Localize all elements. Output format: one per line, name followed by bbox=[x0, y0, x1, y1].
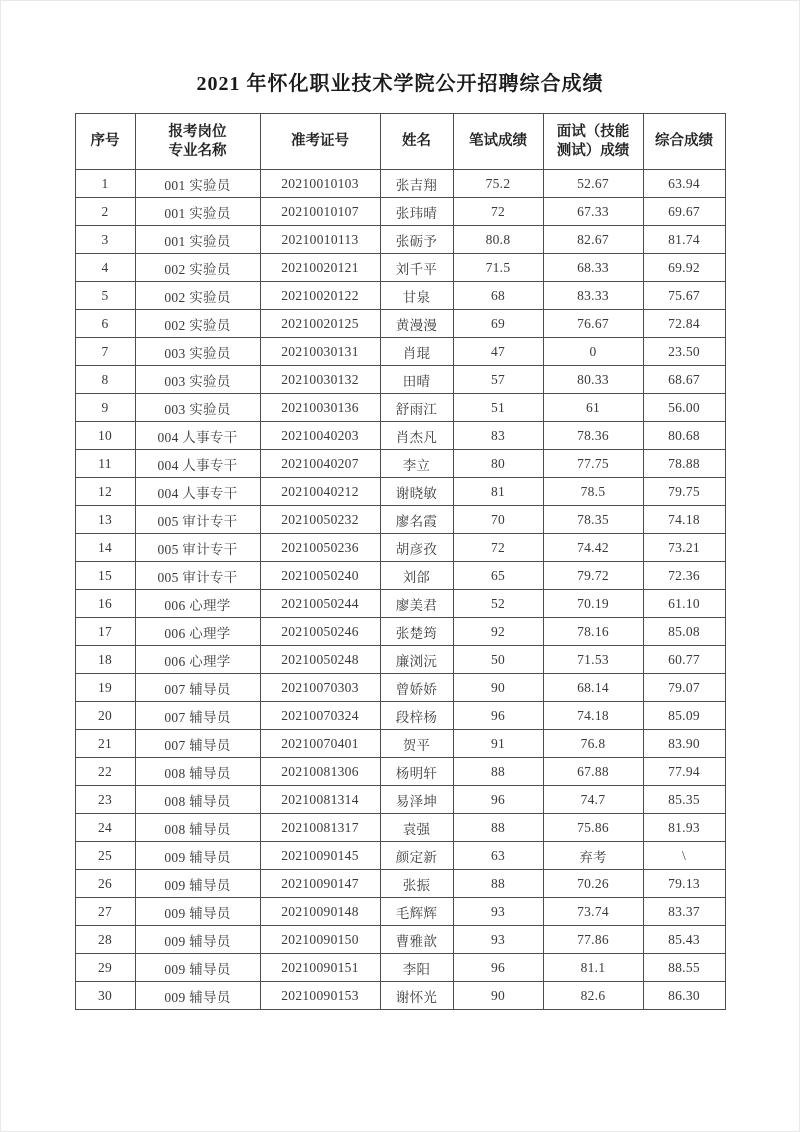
table-cell: 78.35 bbox=[543, 506, 643, 534]
table-cell: 20210040212 bbox=[260, 478, 380, 506]
page-title: 2021 年怀化职业技术学院公开招聘综合成绩 bbox=[196, 73, 604, 95]
table-cell: 20210050246 bbox=[260, 618, 380, 646]
table-cell: 张振 bbox=[380, 870, 453, 898]
table-row bbox=[75, 982, 725, 1010]
table-row bbox=[75, 506, 725, 534]
table-cell: 0 bbox=[543, 338, 643, 366]
table-cell: 曹雅歆 bbox=[380, 926, 453, 954]
table-cell: 颜定新 bbox=[380, 842, 453, 870]
table-cell: 81.93 bbox=[643, 814, 725, 842]
table-cell: 20210090153 bbox=[260, 982, 380, 1010]
table-cell: 76.8 bbox=[543, 730, 643, 758]
table-cell: 廖美君 bbox=[380, 590, 453, 618]
table-cell: 81.74 bbox=[643, 226, 725, 254]
table-cell: 甘泉 bbox=[380, 282, 453, 310]
table-cell: 68 bbox=[453, 282, 543, 310]
table-row bbox=[75, 366, 725, 394]
table-cell: 71.5 bbox=[453, 254, 543, 282]
table-cell: 72.84 bbox=[643, 310, 725, 338]
table-cell: 52 bbox=[453, 590, 543, 618]
table-cell: 80.33 bbox=[543, 366, 643, 394]
table-cell: 20210081314 bbox=[260, 786, 380, 814]
table-cell: 004 人事专干 bbox=[135, 478, 260, 506]
table-cell: 72 bbox=[453, 198, 543, 226]
table-cell: 20210030132 bbox=[260, 366, 380, 394]
table-cell: 20210081306 bbox=[260, 758, 380, 786]
table-cell: 68.67 bbox=[643, 366, 725, 394]
table-cell: 26 bbox=[75, 870, 135, 898]
table-row bbox=[75, 618, 725, 646]
table-cell: 17 bbox=[75, 618, 135, 646]
table-row bbox=[75, 534, 725, 562]
table-cell: 004 人事专干 bbox=[135, 422, 260, 450]
table-cell: 6 bbox=[75, 310, 135, 338]
table-cell: 廉浏沅 bbox=[380, 646, 453, 674]
table-cell: 57 bbox=[453, 366, 543, 394]
table-cell: 85.09 bbox=[643, 702, 725, 730]
table-cell: 20210050248 bbox=[260, 646, 380, 674]
table-cell: 肖杰凡 bbox=[380, 422, 453, 450]
table-cell: 51 bbox=[453, 394, 543, 422]
table-cell: 83.90 bbox=[643, 730, 725, 758]
table-cell: 20210050240 bbox=[260, 562, 380, 590]
table-cell: 李立 bbox=[380, 450, 453, 478]
table-row bbox=[75, 198, 725, 226]
table-cell: 008 辅导员 bbox=[135, 786, 260, 814]
column-header-line: 笔试成绩 bbox=[469, 133, 527, 150]
table-cell: 009 辅导员 bbox=[135, 842, 260, 870]
table-cell: 83.33 bbox=[543, 282, 643, 310]
table-cell: 007 辅导员 bbox=[135, 702, 260, 730]
table-cell: 75.67 bbox=[643, 282, 725, 310]
table-cell: 90 bbox=[453, 674, 543, 702]
table-row bbox=[75, 674, 725, 702]
table-cell: 74.18 bbox=[543, 702, 643, 730]
table-row bbox=[75, 730, 725, 758]
table-cell: 79.07 bbox=[643, 674, 725, 702]
table-cell: 81 bbox=[453, 478, 543, 506]
table-cell: 黄漫漫 bbox=[380, 310, 453, 338]
table-cell: 毛辉辉 bbox=[380, 898, 453, 926]
table-cell: 73.74 bbox=[543, 898, 643, 926]
table-cell: 82.6 bbox=[543, 982, 643, 1010]
table-cell: 008 辅导员 bbox=[135, 758, 260, 786]
table-cell: 20210090147 bbox=[260, 870, 380, 898]
table-cell: 20210040203 bbox=[260, 422, 380, 450]
table-cell: 23.50 bbox=[643, 338, 725, 366]
table-row bbox=[75, 926, 725, 954]
table-cell: 20210090150 bbox=[260, 926, 380, 954]
table-cell: 7 bbox=[75, 338, 135, 366]
table-cell: 10 bbox=[75, 422, 135, 450]
table-cell: 袁强 bbox=[380, 814, 453, 842]
table-row bbox=[75, 282, 725, 310]
table-cell: 18 bbox=[75, 646, 135, 674]
table-cell: 003 实验员 bbox=[135, 366, 260, 394]
table-cell: 009 辅导员 bbox=[135, 954, 260, 982]
table-cell: 009 辅导员 bbox=[135, 898, 260, 926]
table-cell: 003 实验员 bbox=[135, 394, 260, 422]
table-cell: 002 实验员 bbox=[135, 310, 260, 338]
table-row bbox=[75, 338, 725, 366]
table-cell: 28 bbox=[75, 926, 135, 954]
table-cell: 009 辅导员 bbox=[135, 982, 260, 1010]
table-cell: 88.55 bbox=[643, 954, 725, 982]
column-header bbox=[453, 114, 543, 170]
table-row bbox=[75, 590, 725, 618]
table-header bbox=[75, 114, 725, 170]
table-cell: 20210050236 bbox=[260, 534, 380, 562]
table-cell: 20210090148 bbox=[260, 898, 380, 926]
table-cell: 78.88 bbox=[643, 450, 725, 478]
table-cell: 田晴 bbox=[380, 366, 453, 394]
table-cell: 79.13 bbox=[643, 870, 725, 898]
table-row bbox=[75, 422, 725, 450]
table-cell: 47 bbox=[453, 338, 543, 366]
table-cell: 9 bbox=[75, 394, 135, 422]
table-cell: 张玮晴 bbox=[380, 198, 453, 226]
table-cell: 23 bbox=[75, 786, 135, 814]
table-row bbox=[75, 814, 725, 842]
table-cell: 24 bbox=[75, 814, 135, 842]
scores-table bbox=[75, 113, 726, 1010]
table-row bbox=[75, 394, 725, 422]
table-cell: 77.94 bbox=[643, 758, 725, 786]
table-cell: 20210070401 bbox=[260, 730, 380, 758]
table-cell: 69 bbox=[453, 310, 543, 338]
table-cell: 胡彦孜 bbox=[380, 534, 453, 562]
table-cell: 张吉翔 bbox=[380, 170, 453, 198]
table-cell: 008 辅导员 bbox=[135, 814, 260, 842]
table-cell: 88 bbox=[453, 870, 543, 898]
table-cell: 82.67 bbox=[543, 226, 643, 254]
table-cell: 14 bbox=[75, 534, 135, 562]
table-row bbox=[75, 310, 725, 338]
table-cell: 74.18 bbox=[643, 506, 725, 534]
table-cell: 002 实验员 bbox=[135, 254, 260, 282]
table-cell: 20210020125 bbox=[260, 310, 380, 338]
table-cell: 73.21 bbox=[643, 534, 725, 562]
table-cell: 65 bbox=[453, 562, 543, 590]
table-cell: 63 bbox=[453, 842, 543, 870]
table-row bbox=[75, 478, 725, 506]
table-cell: 13 bbox=[75, 506, 135, 534]
table-cell: 贺平 bbox=[380, 730, 453, 758]
table-row bbox=[75, 870, 725, 898]
table-cell: 77.75 bbox=[543, 450, 643, 478]
column-header-line: 测试）成绩 bbox=[556, 142, 630, 159]
table-cell: 006 心理学 bbox=[135, 646, 260, 674]
table-cell: 5 bbox=[75, 282, 135, 310]
table-cell: 20210090151 bbox=[260, 954, 380, 982]
table-cell: 11 bbox=[75, 450, 135, 478]
table-row bbox=[75, 898, 725, 926]
table-cell: 20210020122 bbox=[260, 282, 380, 310]
table-cell: 004 人事专干 bbox=[135, 450, 260, 478]
table-cell: 83.37 bbox=[643, 898, 725, 926]
table-row bbox=[75, 562, 725, 590]
table-cell: 78.5 bbox=[543, 478, 643, 506]
table-cell: 21 bbox=[75, 730, 135, 758]
table-cell: 75.2 bbox=[453, 170, 543, 198]
table-row bbox=[75, 786, 725, 814]
table-cell: 69.67 bbox=[643, 198, 725, 226]
table-cell: 20210040207 bbox=[260, 450, 380, 478]
table-cell: 30 bbox=[75, 982, 135, 1010]
table-cell: 009 辅导员 bbox=[135, 870, 260, 898]
table-cell: 20210081317 bbox=[260, 814, 380, 842]
column-header-line: 序号 bbox=[90, 133, 120, 150]
table-cell: 81.1 bbox=[543, 954, 643, 982]
table-cell: 85.35 bbox=[643, 786, 725, 814]
table-cell: 88 bbox=[453, 814, 543, 842]
table-cell: 67.33 bbox=[543, 198, 643, 226]
table-cell: 79.72 bbox=[543, 562, 643, 590]
table-cell: 009 辅导员 bbox=[135, 926, 260, 954]
table-cell: 92 bbox=[453, 618, 543, 646]
column-header bbox=[135, 114, 260, 170]
table-cell: 舒雨江 bbox=[380, 394, 453, 422]
table-cell: 20210030131 bbox=[260, 338, 380, 366]
table-cell: 19 bbox=[75, 674, 135, 702]
table-cell: 刘千平 bbox=[380, 254, 453, 282]
table-cell: 005 审计专干 bbox=[135, 562, 260, 590]
table-cell: 68.14 bbox=[543, 674, 643, 702]
table-cell: 60.77 bbox=[643, 646, 725, 674]
table-cell: 83 bbox=[453, 422, 543, 450]
table-cell: 李阳 bbox=[380, 954, 453, 982]
column-header bbox=[260, 114, 380, 170]
table-cell: 001 实验员 bbox=[135, 170, 260, 198]
column-header-line: 姓名 bbox=[402, 133, 431, 150]
table-cell: 20 bbox=[75, 702, 135, 730]
table-cell: 75.86 bbox=[543, 814, 643, 842]
table-cell: 27 bbox=[75, 898, 135, 926]
table-cell: 20210020121 bbox=[260, 254, 380, 282]
table-header-row bbox=[75, 114, 725, 170]
table-cell: 20210010113 bbox=[260, 226, 380, 254]
table-cell: 005 审计专干 bbox=[135, 534, 260, 562]
table-row bbox=[75, 226, 725, 254]
table-cell: 20210050244 bbox=[260, 590, 380, 618]
table-row bbox=[75, 646, 725, 674]
table-cell: 弃考 bbox=[543, 842, 643, 870]
table-cell: 63.94 bbox=[643, 170, 725, 198]
table-cell: 78.16 bbox=[543, 618, 643, 646]
table-cell: 22 bbox=[75, 758, 135, 786]
table-cell: 56.00 bbox=[643, 394, 725, 422]
column-header bbox=[75, 114, 135, 170]
table-cell: 90 bbox=[453, 982, 543, 1010]
table-cell: 69.92 bbox=[643, 254, 725, 282]
table-cell: 80.8 bbox=[453, 226, 543, 254]
table-cell: 25 bbox=[75, 842, 135, 870]
table-cell: 20210050232 bbox=[260, 506, 380, 534]
table-cell: 张砺予 bbox=[380, 226, 453, 254]
table-cell: 006 心理学 bbox=[135, 618, 260, 646]
table-cell: 68.33 bbox=[543, 254, 643, 282]
column-header-line: 报考岗位 bbox=[168, 124, 227, 141]
table-cell: 74.7 bbox=[543, 786, 643, 814]
table-cell: 79.75 bbox=[643, 478, 725, 506]
table-row bbox=[75, 170, 725, 198]
table-cell: 50 bbox=[453, 646, 543, 674]
table-cell: 72.36 bbox=[643, 562, 725, 590]
column-header bbox=[643, 114, 725, 170]
table-cell: 易泽坤 bbox=[380, 786, 453, 814]
table-cell: 61.10 bbox=[643, 590, 725, 618]
table-cell: 8 bbox=[75, 366, 135, 394]
table-cell: 96 bbox=[453, 702, 543, 730]
table-cell: 80 bbox=[453, 450, 543, 478]
table-cell: 003 实验员 bbox=[135, 338, 260, 366]
table-cell: 93 bbox=[453, 926, 543, 954]
table-cell: 61 bbox=[543, 394, 643, 422]
table-cell: 廖名霞 bbox=[380, 506, 453, 534]
table-cell: 12 bbox=[75, 478, 135, 506]
table-row bbox=[75, 842, 725, 870]
table-cell: 93 bbox=[453, 898, 543, 926]
table-cell: 77.86 bbox=[543, 926, 643, 954]
table-row bbox=[75, 702, 725, 730]
table-cell: 20210010103 bbox=[260, 170, 380, 198]
table-cell: 肖琨 bbox=[380, 338, 453, 366]
table-cell: 74.42 bbox=[543, 534, 643, 562]
column-header bbox=[543, 114, 643, 170]
table-cell: 15 bbox=[75, 562, 135, 590]
table-cell: 谢晓敏 bbox=[380, 478, 453, 506]
table-cell: 72 bbox=[453, 534, 543, 562]
table-cell: 1 bbox=[75, 170, 135, 198]
table-cell: 71.53 bbox=[543, 646, 643, 674]
table-cell: 96 bbox=[453, 954, 543, 982]
table-cell: 76.67 bbox=[543, 310, 643, 338]
table-cell: 007 辅导员 bbox=[135, 730, 260, 758]
table-cell: \ bbox=[643, 842, 725, 870]
table-cell: 20210070324 bbox=[260, 702, 380, 730]
column-header-line: 面试（技能 bbox=[556, 124, 630, 141]
column-header-line: 专业名称 bbox=[168, 142, 227, 159]
table-cell: 16 bbox=[75, 590, 135, 618]
table-cell: 88 bbox=[453, 758, 543, 786]
table-cell: 001 实验员 bbox=[135, 198, 260, 226]
table-cell: 70.26 bbox=[543, 870, 643, 898]
table-cell: 20210070303 bbox=[260, 674, 380, 702]
table-cell: 85.43 bbox=[643, 926, 725, 954]
table-cell: 002 实验员 bbox=[135, 282, 260, 310]
table-cell: 007 辅导员 bbox=[135, 674, 260, 702]
table-cell: 张楚筠 bbox=[380, 618, 453, 646]
column-header-line: 准考证号 bbox=[291, 133, 349, 150]
table-cell: 005 审计专干 bbox=[135, 506, 260, 534]
table-body bbox=[75, 170, 725, 1010]
table-cell: 86.30 bbox=[643, 982, 725, 1010]
table-cell: 20210030136 bbox=[260, 394, 380, 422]
table-cell: 67.88 bbox=[543, 758, 643, 786]
table-cell: 52.67 bbox=[543, 170, 643, 198]
table-cell: 70 bbox=[453, 506, 543, 534]
table-cell: 006 心理学 bbox=[135, 590, 260, 618]
column-header bbox=[380, 114, 453, 170]
table-cell: 96 bbox=[453, 786, 543, 814]
table-cell: 3 bbox=[75, 226, 135, 254]
table-cell: 刘郃 bbox=[380, 562, 453, 590]
table-row bbox=[75, 954, 725, 982]
table-cell: 80.68 bbox=[643, 422, 725, 450]
table-cell: 谢怀光 bbox=[380, 982, 453, 1010]
table-cell: 78.36 bbox=[543, 422, 643, 450]
table-row bbox=[75, 758, 725, 786]
table-cell: 85.08 bbox=[643, 618, 725, 646]
table-cell: 段梓杨 bbox=[380, 702, 453, 730]
table-row bbox=[75, 450, 725, 478]
table-row bbox=[75, 254, 725, 282]
table-cell: 29 bbox=[75, 954, 135, 982]
column-header-line: 综合成绩 bbox=[655, 133, 713, 150]
table-cell: 杨明轩 bbox=[380, 758, 453, 786]
table-cell: 20210010107 bbox=[260, 198, 380, 226]
table-cell: 4 bbox=[75, 254, 135, 282]
table-cell: 70.19 bbox=[543, 590, 643, 618]
table-cell: 曾娇娇 bbox=[380, 674, 453, 702]
table-cell: 001 实验员 bbox=[135, 226, 260, 254]
table-cell: 2 bbox=[75, 198, 135, 226]
table-cell: 20210090145 bbox=[260, 842, 380, 870]
table-cell: 91 bbox=[453, 730, 543, 758]
